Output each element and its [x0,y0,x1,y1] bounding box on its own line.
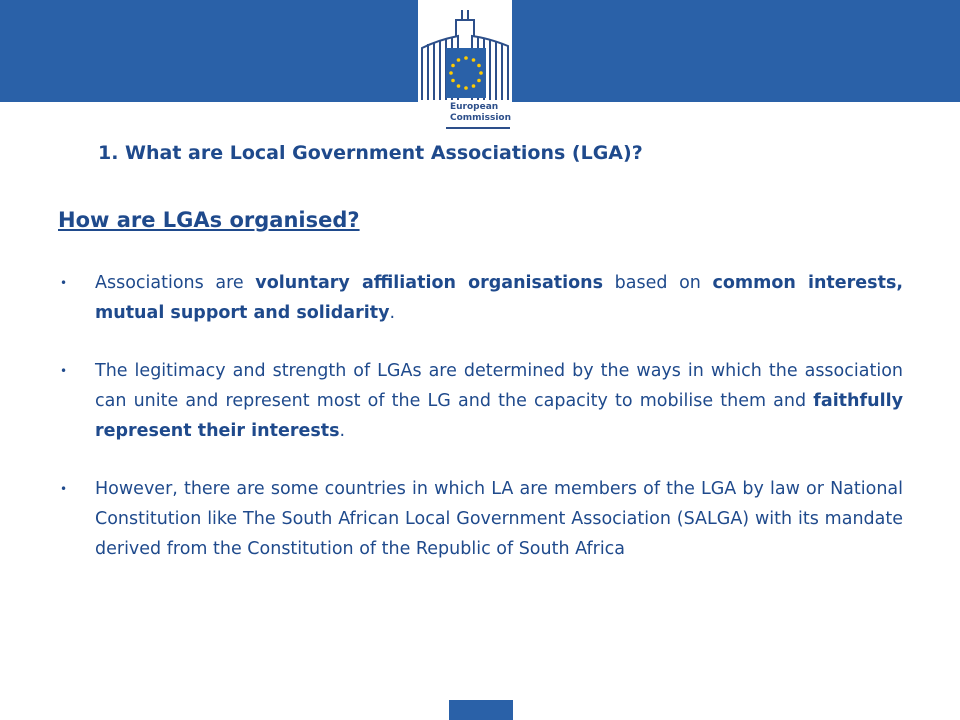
bullet-item [60,268,903,328]
bullet-text: The legitimacy and strength of LGAs are determined by the ways in which the association can unite and represent most of the LG and the capacity to mobilise them and [95,361,903,411]
eu-star [451,64,455,68]
eu-star [457,58,461,62]
footer-tab [449,700,513,720]
bullet-item [60,474,903,564]
bullet-text: Associations are [95,273,256,293]
bullet-text: However, there are some countries in which LA are members of the LGA by law or National Constitution like The South African Local Government Association (SALGA) with its mandate derived from the Constitution of the Republic of South Africa [95,479,903,559]
bullet-emphasis: voluntary affiliation organisations [255,273,604,293]
logo-text [450,102,511,124]
bullet-text: based on [603,273,713,293]
eu-star [449,71,453,75]
eu-star [479,71,483,75]
eu-star [477,79,481,83]
bullet-emphasis: faithfully represent their interests [95,391,903,441]
bullet-dot-icon: • [60,482,68,496]
bullet-list [60,268,903,564]
eu-star [472,84,476,88]
eu-star [451,79,455,83]
eu-star [464,86,468,90]
eu-star [464,56,468,60]
slide-title: 1. What are Local Government Associations (LGA)? [98,142,643,164]
eu-star [472,58,476,62]
bullet-text: . [339,421,346,441]
bullet-item [60,356,903,446]
subheading: How are LGAs organised? [58,208,360,232]
eu-star [457,84,461,88]
logo-text-line1: European [450,102,499,112]
bullet-emphasis: common interests, mutual support and solidarity [95,273,904,323]
bullet-dot-icon: • [60,364,68,378]
eu-star [477,64,481,68]
bullet-text: . [389,303,396,323]
logo-text-line2: Commission [450,113,512,123]
bullet-dot-icon: • [60,276,68,290]
